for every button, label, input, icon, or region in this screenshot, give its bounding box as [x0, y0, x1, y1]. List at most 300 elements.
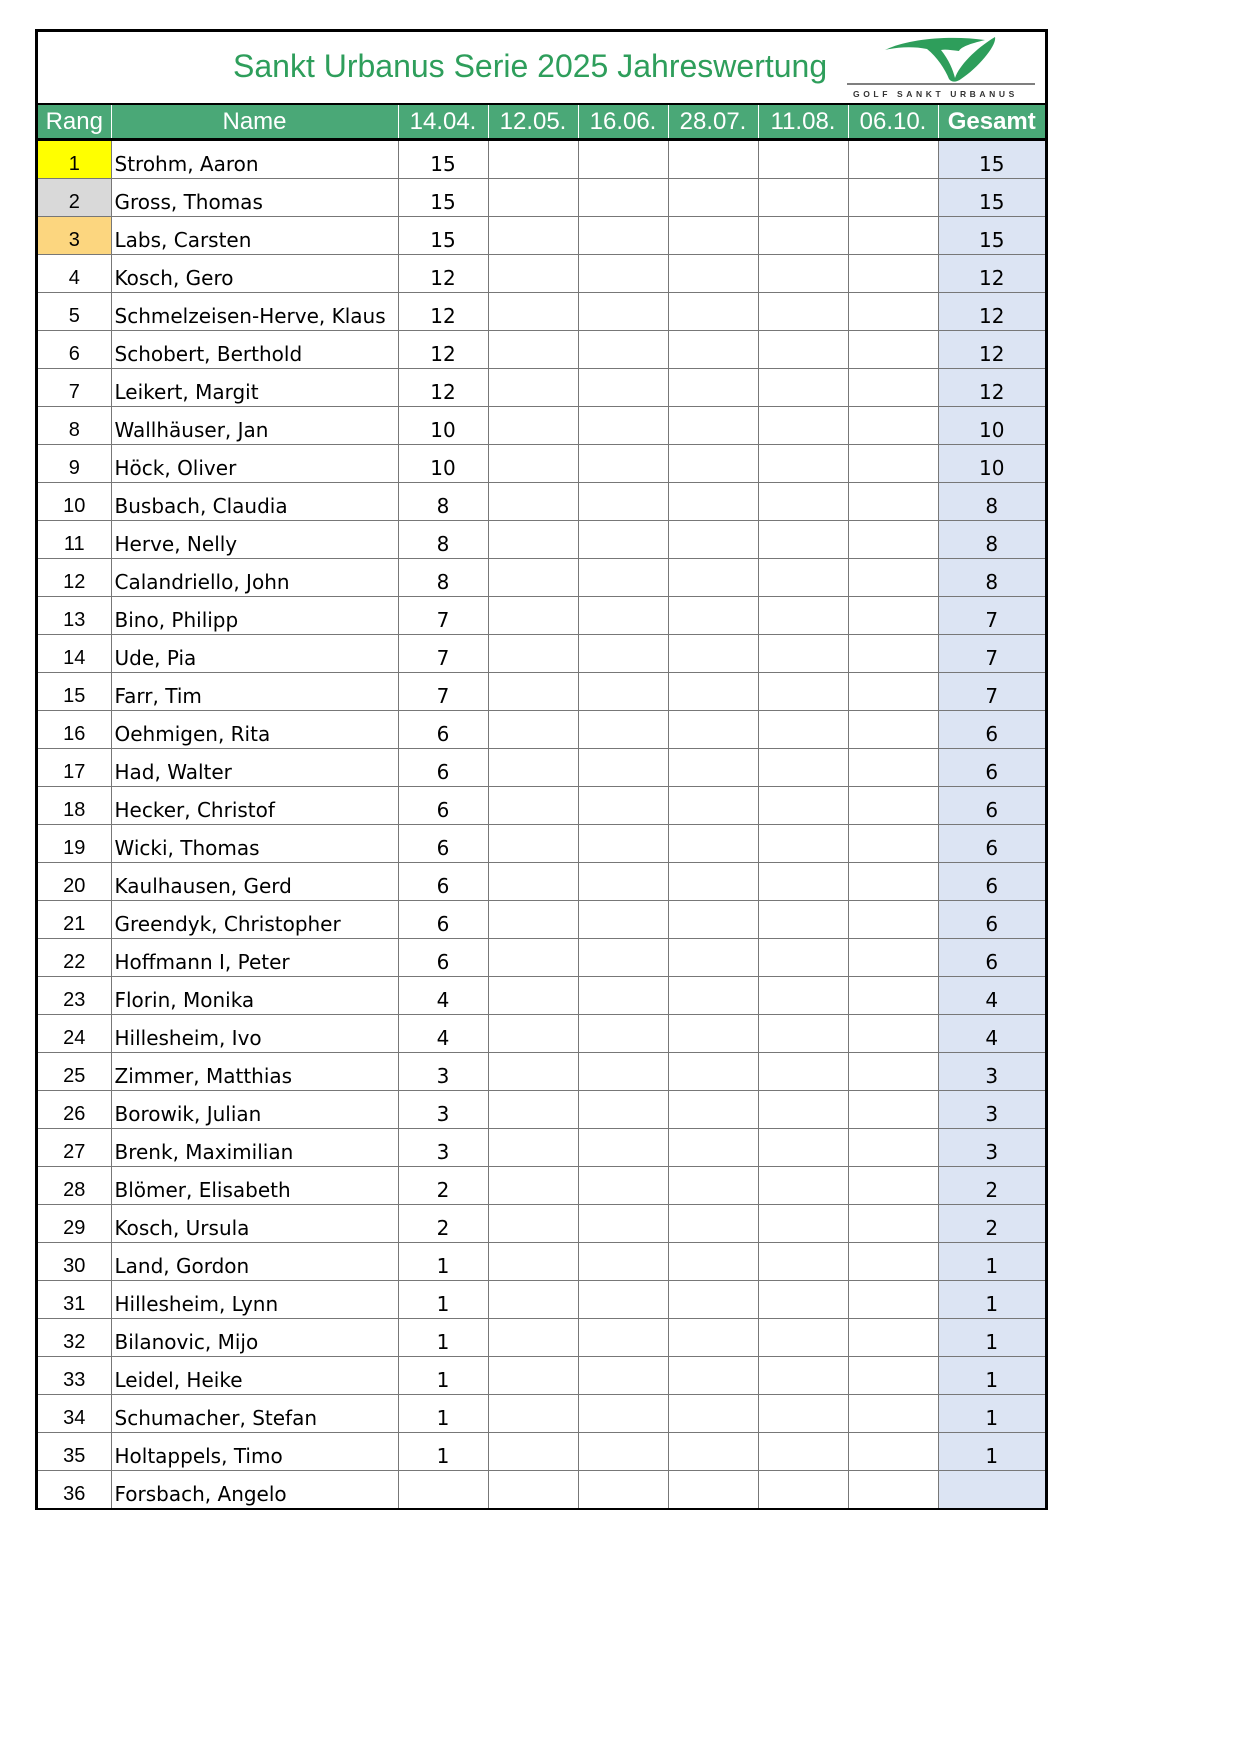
score-cell-2 — [488, 1091, 578, 1129]
player-name-cell: Forsbach, Angelo — [111, 1471, 398, 1509]
score-cell-6 — [848, 331, 938, 369]
rank-cell: 6 — [38, 331, 111, 369]
score-cell-6 — [848, 1129, 938, 1167]
score-cell-6 — [848, 749, 938, 787]
score-cell-1: 6 — [398, 787, 488, 825]
score-cell-3 — [578, 559, 668, 597]
rank-cell: 26 — [38, 1091, 111, 1129]
title-bar — [38, 32, 1045, 105]
score-cell-5 — [758, 673, 848, 711]
score-cell-5 — [758, 1205, 848, 1243]
score-cell-1: 1 — [398, 1357, 488, 1395]
total-cell: 3 — [938, 1129, 1045, 1167]
score-cell-6 — [848, 1015, 938, 1053]
score-cell-6 — [848, 1471, 938, 1509]
score-cell-6 — [848, 521, 938, 559]
score-cell-2 — [488, 787, 578, 825]
score-cell-1: 1 — [398, 1281, 488, 1319]
score-cell-5 — [758, 445, 848, 483]
score-cell-6 — [848, 863, 938, 901]
table-row — [38, 407, 1045, 445]
score-cell-3 — [578, 1395, 668, 1433]
player-name-cell: Greendyk, Christopher — [111, 901, 398, 939]
score-cell-4 — [668, 1319, 758, 1357]
score-cell-5 — [758, 1471, 848, 1509]
rank-cell: 24 — [38, 1015, 111, 1053]
score-cell-1: 8 — [398, 483, 488, 521]
score-cell-5 — [758, 407, 848, 445]
standings-body — [38, 140, 1045, 1509]
table-row — [38, 711, 1045, 749]
score-cell-3 — [578, 1015, 668, 1053]
score-cell-1: 6 — [398, 825, 488, 863]
score-cell-4 — [668, 331, 758, 369]
score-cell-4 — [668, 1395, 758, 1433]
score-cell-3 — [578, 179, 668, 217]
rank-cell: 21 — [38, 901, 111, 939]
player-name-cell: Kosch, Gero — [111, 255, 398, 293]
score-cell-4 — [668, 483, 758, 521]
score-cell-3 — [578, 1357, 668, 1395]
score-cell-4 — [668, 597, 758, 635]
score-cell-2 — [488, 1471, 578, 1509]
rank-cell: 31 — [38, 1281, 111, 1319]
score-cell-6 — [848, 787, 938, 825]
score-cell-1: 7 — [398, 673, 488, 711]
total-cell: 4 — [938, 977, 1045, 1015]
score-cell-5 — [758, 293, 848, 331]
player-name-cell: Kosch, Ursula — [111, 1205, 398, 1243]
total-cell: 12 — [938, 369, 1045, 407]
score-cell-6 — [848, 483, 938, 521]
standings-sheet — [35, 29, 1048, 1510]
rank-cell: 28 — [38, 1167, 111, 1205]
score-cell-2 — [488, 977, 578, 1015]
score-cell-1: 10 — [398, 407, 488, 445]
total-cell: 2 — [938, 1167, 1045, 1205]
score-cell-6 — [848, 939, 938, 977]
score-cell-2 — [488, 1243, 578, 1281]
score-cell-4 — [668, 1129, 758, 1167]
score-cell-4 — [668, 1205, 758, 1243]
player-name-cell: Bilanovic, Mijo — [111, 1319, 398, 1357]
table-row — [38, 1015, 1045, 1053]
table-row — [38, 140, 1045, 179]
score-cell-1: 6 — [398, 863, 488, 901]
player-name-cell: Leikert, Margit — [111, 369, 398, 407]
table-row — [38, 255, 1045, 293]
score-cell-5 — [758, 179, 848, 217]
score-cell-3 — [578, 140, 668, 179]
score-cell-3 — [578, 1205, 668, 1243]
player-name-cell: Had, Walter — [111, 749, 398, 787]
score-cell-2 — [488, 1357, 578, 1395]
score-cell-4 — [668, 635, 758, 673]
score-cell-3 — [578, 901, 668, 939]
score-cell-6 — [848, 635, 938, 673]
header-date-1: 14.04. — [398, 105, 488, 140]
page-title: Sankt Urbanus Serie 2025 Jahreswertung — [233, 48, 828, 84]
score-cell-6 — [848, 255, 938, 293]
score-cell-3 — [578, 787, 668, 825]
score-cell-6 — [848, 711, 938, 749]
rank-cell: 14 — [38, 635, 111, 673]
table-row — [38, 1357, 1045, 1395]
table-row — [38, 483, 1045, 521]
player-name-cell: Strohm, Aaron — [111, 140, 398, 179]
header-date-6: 06.10. — [848, 105, 938, 140]
score-cell-2 — [488, 939, 578, 977]
total-cell: 1 — [938, 1319, 1045, 1357]
score-cell-2 — [488, 369, 578, 407]
header-date-4: 28.07. — [668, 105, 758, 140]
score-cell-4 — [668, 1091, 758, 1129]
table-row — [38, 1053, 1045, 1091]
score-cell-1: 12 — [398, 293, 488, 331]
score-cell-1: 8 — [398, 559, 488, 597]
score-cell-3 — [578, 1319, 668, 1357]
score-cell-6 — [848, 1357, 938, 1395]
score-cell-2 — [488, 711, 578, 749]
table-row — [38, 1243, 1045, 1281]
score-cell-4 — [668, 711, 758, 749]
table-row — [38, 293, 1045, 331]
table-row — [38, 1281, 1045, 1319]
score-cell-1: 1 — [398, 1395, 488, 1433]
table-row — [38, 825, 1045, 863]
score-cell-3 — [578, 369, 668, 407]
rank-cell: 7 — [38, 369, 111, 407]
score-cell-2 — [488, 825, 578, 863]
score-cell-6 — [848, 901, 938, 939]
table-row — [38, 1433, 1045, 1471]
score-cell-4 — [668, 939, 758, 977]
score-cell-2 — [488, 901, 578, 939]
score-cell-5 — [758, 559, 848, 597]
score-cell-5 — [758, 1167, 848, 1205]
total-cell: 2 — [938, 1205, 1045, 1243]
table-row — [38, 1091, 1045, 1129]
score-cell-3 — [578, 863, 668, 901]
table-row — [38, 673, 1045, 711]
score-cell-5 — [758, 1319, 848, 1357]
total-cell: 7 — [938, 635, 1045, 673]
player-name-cell: Hillesheim, Lynn — [111, 1281, 398, 1319]
total-cell: 15 — [938, 140, 1045, 179]
score-cell-1: 3 — [398, 1053, 488, 1091]
table-row — [38, 597, 1045, 635]
header-total: Gesamt — [938, 105, 1045, 140]
rank-cell: 25 — [38, 1053, 111, 1091]
golf-club-logo — [845, 33, 1037, 99]
table-row — [38, 369, 1045, 407]
total-cell: 6 — [938, 787, 1045, 825]
total-cell: 3 — [938, 1053, 1045, 1091]
table-row — [38, 331, 1045, 369]
score-cell-4 — [668, 977, 758, 1015]
score-cell-5 — [758, 597, 848, 635]
player-name-cell: Hecker, Christof — [111, 787, 398, 825]
score-cell-2 — [488, 749, 578, 787]
score-cell-3 — [578, 825, 668, 863]
score-cell-5 — [758, 825, 848, 863]
score-cell-4 — [668, 1281, 758, 1319]
score-cell-1: 8 — [398, 521, 488, 559]
score-cell-3 — [578, 939, 668, 977]
score-cell-2 — [488, 863, 578, 901]
score-cell-5 — [758, 1053, 848, 1091]
score-cell-5 — [758, 901, 848, 939]
score-cell-6 — [848, 1433, 938, 1471]
total-cell: 3 — [938, 1091, 1045, 1129]
player-name-cell: Borowik, Julian — [111, 1091, 398, 1129]
score-cell-5 — [758, 711, 848, 749]
rank-cell: 8 — [38, 407, 111, 445]
rank-cell: 2 — [38, 179, 111, 217]
player-name-cell: Herve, Nelly — [111, 521, 398, 559]
table-row — [38, 787, 1045, 825]
score-cell-4 — [668, 293, 758, 331]
rank-cell: 34 — [38, 1395, 111, 1433]
score-cell-3 — [578, 1091, 668, 1129]
score-cell-1: 4 — [398, 977, 488, 1015]
score-cell-2 — [488, 521, 578, 559]
total-cell: 12 — [938, 255, 1045, 293]
score-cell-2 — [488, 407, 578, 445]
score-cell-3 — [578, 711, 668, 749]
score-cell-1: 3 — [398, 1091, 488, 1129]
score-cell-1: 12 — [398, 255, 488, 293]
player-name-cell: Höck, Oliver — [111, 445, 398, 483]
player-name-cell: Holtappels, Timo — [111, 1433, 398, 1471]
score-cell-2 — [488, 597, 578, 635]
score-cell-6 — [848, 179, 938, 217]
score-cell-1: 2 — [398, 1167, 488, 1205]
total-cell: 12 — [938, 331, 1045, 369]
score-cell-1: 4 — [398, 1015, 488, 1053]
score-cell-1: 6 — [398, 901, 488, 939]
score-cell-1: 1 — [398, 1319, 488, 1357]
score-cell-1: 3 — [398, 1129, 488, 1167]
player-name-cell: Ude, Pia — [111, 635, 398, 673]
header-name: Name — [111, 105, 398, 140]
score-cell-3 — [578, 407, 668, 445]
player-name-cell: Calandriello, John — [111, 559, 398, 597]
score-cell-6 — [848, 445, 938, 483]
score-cell-5 — [758, 1129, 848, 1167]
header-date-5: 11.08. — [758, 105, 848, 140]
total-cell — [938, 1471, 1045, 1509]
score-cell-3 — [578, 521, 668, 559]
table-row — [38, 179, 1045, 217]
score-cell-6 — [848, 1281, 938, 1319]
score-cell-5 — [758, 977, 848, 1015]
score-cell-2 — [488, 483, 578, 521]
score-cell-5 — [758, 863, 848, 901]
score-cell-3 — [578, 977, 668, 1015]
table-row — [38, 749, 1045, 787]
rank-cell: 33 — [38, 1357, 111, 1395]
score-cell-3 — [578, 1167, 668, 1205]
rank-cell: 9 — [38, 445, 111, 483]
total-cell: 8 — [938, 483, 1045, 521]
score-cell-1: 6 — [398, 939, 488, 977]
total-cell: 6 — [938, 939, 1045, 977]
score-cell-4 — [668, 1015, 758, 1053]
table-row — [38, 1129, 1045, 1167]
rank-cell: 27 — [38, 1129, 111, 1167]
score-cell-4 — [668, 673, 758, 711]
score-cell-1 — [398, 1471, 488, 1509]
score-cell-2 — [488, 255, 578, 293]
table-row — [38, 217, 1045, 255]
score-cell-4 — [668, 217, 758, 255]
score-cell-2 — [488, 445, 578, 483]
score-cell-3 — [578, 1053, 668, 1091]
player-name-cell: Farr, Tim — [111, 673, 398, 711]
rank-cell: 36 — [38, 1471, 111, 1509]
table-row — [38, 559, 1045, 597]
score-cell-2 — [488, 559, 578, 597]
score-cell-6 — [848, 1091, 938, 1129]
score-cell-6 — [848, 1395, 938, 1433]
score-cell-2 — [488, 1433, 578, 1471]
score-cell-3 — [578, 1129, 668, 1167]
score-cell-6 — [848, 140, 938, 179]
table-row — [38, 1167, 1045, 1205]
total-cell: 6 — [938, 825, 1045, 863]
score-cell-3 — [578, 293, 668, 331]
score-cell-5 — [758, 217, 848, 255]
score-cell-5 — [758, 635, 848, 673]
score-cell-5 — [758, 1091, 848, 1129]
player-name-cell: Oehmigen, Rita — [111, 711, 398, 749]
table-row — [38, 1395, 1045, 1433]
total-cell: 6 — [938, 711, 1045, 749]
score-cell-2 — [488, 1205, 578, 1243]
score-cell-5 — [758, 140, 848, 179]
score-cell-2 — [488, 673, 578, 711]
score-cell-3 — [578, 597, 668, 635]
score-cell-6 — [848, 293, 938, 331]
score-cell-4 — [668, 1471, 758, 1509]
player-name-cell: Schumacher, Stefan — [111, 1395, 398, 1433]
score-cell-4 — [668, 1357, 758, 1395]
rank-cell: 35 — [38, 1433, 111, 1471]
score-cell-3 — [578, 331, 668, 369]
rank-cell: 17 — [38, 749, 111, 787]
total-cell: 1 — [938, 1357, 1045, 1395]
score-cell-6 — [848, 217, 938, 255]
table-row — [38, 939, 1045, 977]
score-cell-3 — [578, 635, 668, 673]
score-cell-1: 15 — [398, 179, 488, 217]
player-name-cell: Schobert, Berthold — [111, 331, 398, 369]
score-cell-4 — [668, 1053, 758, 1091]
header-date-2: 12.05. — [488, 105, 578, 140]
score-cell-5 — [758, 1357, 848, 1395]
table-row — [38, 635, 1045, 673]
score-cell-2 — [488, 1167, 578, 1205]
score-cell-4 — [668, 749, 758, 787]
score-cell-6 — [848, 977, 938, 1015]
rank-cell: 5 — [38, 293, 111, 331]
player-name-cell: Hillesheim, Ivo — [111, 1015, 398, 1053]
score-cell-2 — [488, 140, 578, 179]
score-cell-5 — [758, 331, 848, 369]
player-name-cell: Blömer, Elisabeth — [111, 1167, 398, 1205]
score-cell-3 — [578, 217, 668, 255]
score-cell-3 — [578, 445, 668, 483]
rank-cell: 19 — [38, 825, 111, 863]
score-cell-6 — [848, 825, 938, 863]
score-cell-3 — [578, 749, 668, 787]
score-cell-4 — [668, 179, 758, 217]
total-cell: 6 — [938, 863, 1045, 901]
score-cell-2 — [488, 217, 578, 255]
rank-cell: 12 — [38, 559, 111, 597]
score-cell-6 — [848, 673, 938, 711]
score-cell-3 — [578, 1471, 668, 1509]
total-cell: 1 — [938, 1433, 1045, 1471]
score-cell-1: 7 — [398, 635, 488, 673]
total-cell: 6 — [938, 901, 1045, 939]
rank-cell: 32 — [38, 1319, 111, 1357]
score-cell-4 — [668, 1167, 758, 1205]
total-cell: 10 — [938, 407, 1045, 445]
score-cell-2 — [488, 1395, 578, 1433]
rank-cell: 16 — [38, 711, 111, 749]
score-cell-6 — [848, 597, 938, 635]
player-name-cell: Leidel, Heike — [111, 1357, 398, 1395]
score-cell-4 — [668, 1243, 758, 1281]
score-cell-2 — [488, 635, 578, 673]
table-row — [38, 863, 1045, 901]
score-cell-5 — [758, 1433, 848, 1471]
score-cell-2 — [488, 1053, 578, 1091]
table-row — [38, 1319, 1045, 1357]
table-row — [38, 901, 1045, 939]
total-cell: 1 — [938, 1395, 1045, 1433]
score-cell-4 — [668, 140, 758, 179]
score-cell-5 — [758, 787, 848, 825]
score-cell-2 — [488, 293, 578, 331]
total-cell: 10 — [938, 445, 1045, 483]
score-cell-6 — [848, 1167, 938, 1205]
total-cell: 7 — [938, 673, 1045, 711]
score-cell-6 — [848, 1205, 938, 1243]
table-row — [38, 445, 1045, 483]
score-cell-1: 12 — [398, 369, 488, 407]
rank-cell: 23 — [38, 977, 111, 1015]
header-date-3: 16.06. — [578, 105, 668, 140]
rank-cell: 10 — [38, 483, 111, 521]
player-name-cell: Busbach, Claudia — [111, 483, 398, 521]
score-cell-5 — [758, 939, 848, 977]
score-cell-1: 12 — [398, 331, 488, 369]
score-cell-5 — [758, 255, 848, 293]
score-cell-6 — [848, 1319, 938, 1357]
score-cell-2 — [488, 1015, 578, 1053]
table-row — [38, 977, 1045, 1015]
total-cell: 1 — [938, 1243, 1045, 1281]
score-cell-6 — [848, 369, 938, 407]
score-cell-2 — [488, 179, 578, 217]
rank-cell: 20 — [38, 863, 111, 901]
score-cell-1: 1 — [398, 1433, 488, 1471]
score-cell-1: 15 — [398, 217, 488, 255]
rank-cell: 11 — [38, 521, 111, 559]
